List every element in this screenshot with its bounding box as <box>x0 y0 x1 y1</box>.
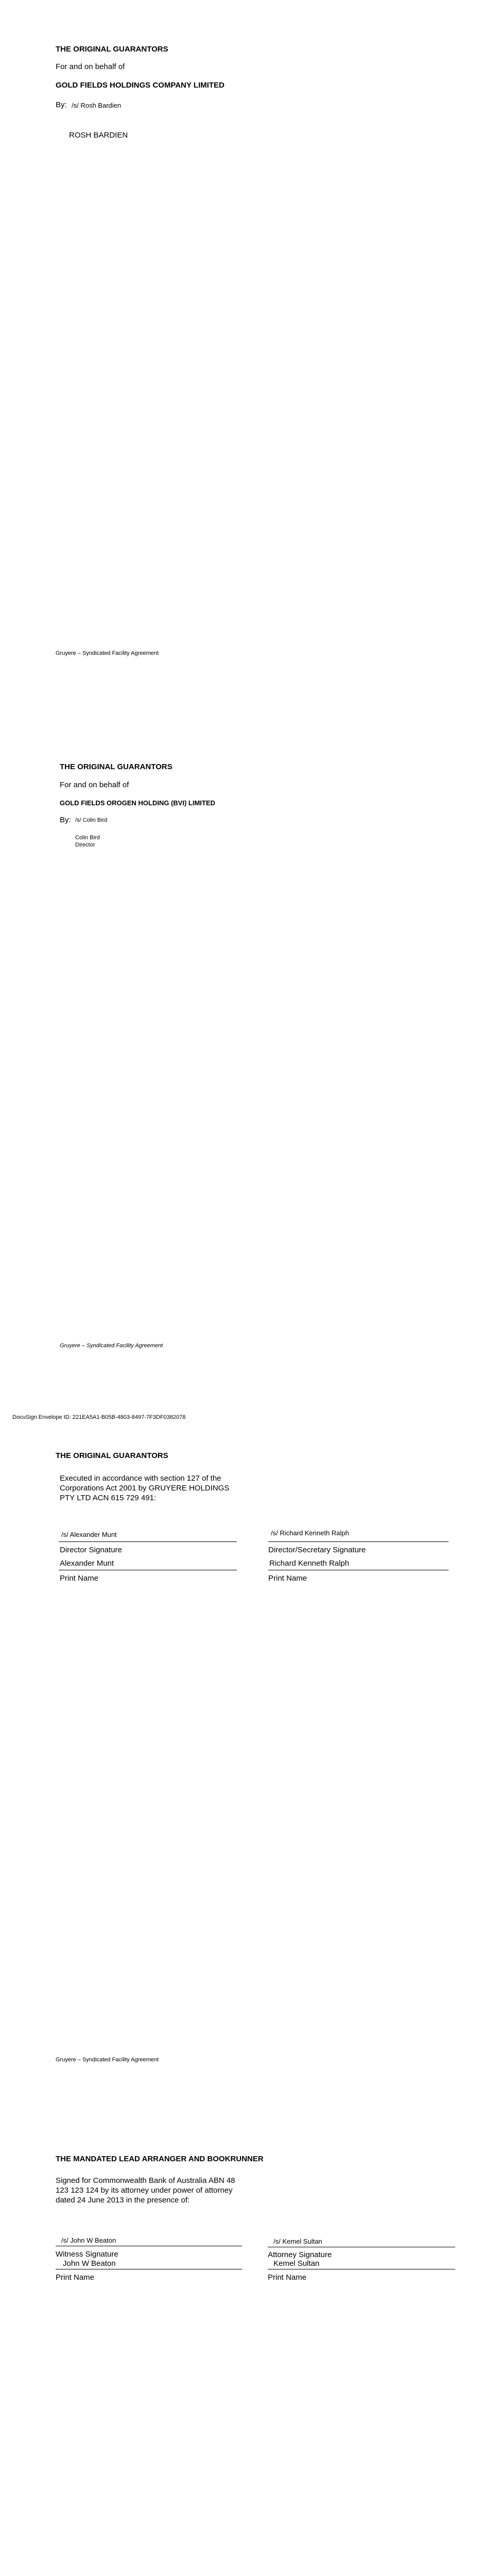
page-3-left-signature-line <box>59 1541 237 1542</box>
page-2-for-and-on-behalf: For and on behalf of <box>60 781 129 789</box>
page-3-right-signature-line <box>268 1541 449 1542</box>
page-2-company-name: GOLD FIELDS OROGEN HOLDING (BVI) LIMITED <box>60 799 215 807</box>
page-3-right-print-label: Print Name <box>268 1574 307 1583</box>
page-1-by-signature: /s/ Rosh Bardien <box>72 101 122 109</box>
page-4-right-print-label: Print Name <box>268 2273 307 2282</box>
page-2-printed-name: Colin Bird <box>75 835 100 841</box>
page-3-right-signature: /s/ Richard Kenneth Ralph <box>271 1529 349 1537</box>
page-4-left-print-label: Print Name <box>56 2273 95 2282</box>
page-4-right-signature-label: Attorney Signature <box>268 2250 332 2259</box>
page-3-executed-text: Executed in accordance with section 127 of the Corporations Act 2001 by GRUYERE HOLDINGS PTY LTD ACN 615 729 491: <box>60 1474 230 1502</box>
page-4-right-signature: /s/ Kemel Sultan <box>273 2238 322 2245</box>
page-4-left-print-name: John W Beaton <box>63 2259 116 2268</box>
page-1-heading: THE ORIGINAL GUARANTORS <box>56 45 168 54</box>
page-2-heading: THE ORIGINAL GUARANTORS <box>60 762 173 771</box>
docusign-envelope-id: DocuSign Envelope ID: 221EA5A1-B05B-4803-8497-7F3DF0382078 <box>12 1414 186 1420</box>
page-4-right-print-name: Kemel Sultan <box>273 2259 320 2268</box>
page-2-title: Director <box>75 842 95 848</box>
page-1-company-name: GOLD FIELDS HOLDINGS COMPANY LIMITED <box>56 81 225 90</box>
page-3-left-print-name: Alexander Munt <box>60 1559 114 1568</box>
page-4-signed-text: Signed for Commonwealth Bank of Australia ABN 48 123 123 124 by its attorney under power of attorney dated 24 June 2013 in the presence of: <box>56 2176 235 2205</box>
page-1-footer: Gruyere – Syndicated Facility Agreement <box>56 650 159 656</box>
page-1-by-label: By: <box>56 100 67 109</box>
page-3 <box>0 1406 499 2110</box>
page-3-left-signature: /s/ Alexander Munt <box>61 1531 117 1538</box>
page-3-left-signature-label: Director Signature <box>60 1546 122 1554</box>
page-2-by-label: By: <box>60 816 71 824</box>
page-1 <box>0 0 499 703</box>
page-3-heading: THE ORIGINAL GUARANTORS <box>56 1451 168 1460</box>
page-4 <box>0 2110 499 2576</box>
page-3-footer: Gruyere – Syndicated Facility Agreement <box>56 2057 159 2063</box>
page-3-right-signature-label: Director/Secretary Signature <box>268 1546 366 1554</box>
page-3-left-print-label: Print Name <box>60 1574 99 1583</box>
page-3-right-print-name: Richard Kenneth Ralph <box>269 1559 350 1568</box>
page-4-left-signature: /s/ John W Beaton <box>61 2236 116 2244</box>
page-2 <box>0 703 499 1406</box>
page-2-by-signature: /s/ Colin Bird <box>75 817 108 823</box>
page-4-heading: THE MANDATED LEAD ARRANGER AND BOOKRUNNER <box>56 2155 264 2163</box>
page-2-footer: Gruyere – Syndicated Facility Agreement <box>60 1343 163 1349</box>
page-1-printed-name: ROSH BARDIEN <box>69 131 128 140</box>
page-4-left-signature-label: Witness Signature <box>56 2250 118 2259</box>
page-1-for-and-on-behalf: For and on behalf of <box>56 62 125 71</box>
